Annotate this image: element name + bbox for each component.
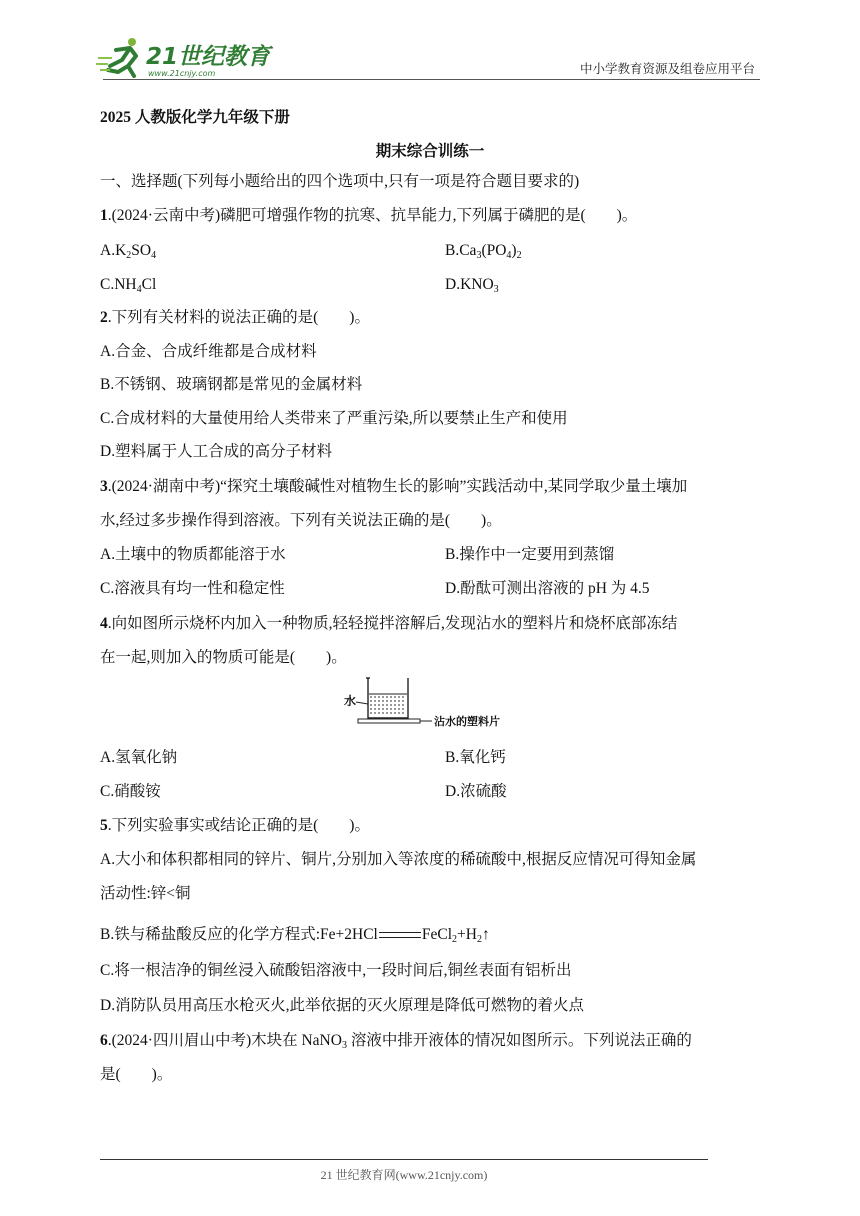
option-a-cont: 活动性:锌<铜 xyxy=(100,885,191,902)
option-c: C.溶液具有均一性和稳定性 xyxy=(100,580,285,597)
option-c: C.合成材料的大量使用给人类带来了严重污染,所以要禁止生产和使用 xyxy=(100,410,568,427)
question-6: 6.(2024·四川眉山中考)木块在 NaNO$_3$ 溶液中排开液体的情况如图所示。下列说法正确的 xyxy=(100,1032,692,1051)
option-d: $D.KNO_3$ xyxy=(445,276,499,295)
footer-divider xyxy=(100,1159,708,1160)
beaker-figure xyxy=(340,672,530,734)
option-c: C.将一根洁净的铜丝浸入硫酸铝溶液中,一段时间后,铜丝表面有铝析出 xyxy=(100,962,572,979)
option-d: D.消防队员用高压水枪灭火,此举依据的灭火原理是降低可燃物的着火点 xyxy=(100,997,584,1014)
exam-title: 期末综合训练一 xyxy=(375,143,485,160)
option-a: $A.K_2SO_4$ xyxy=(100,242,157,261)
option-d: D.浓硫酸 xyxy=(445,783,507,800)
equation-equals-sign xyxy=(379,932,421,938)
question-1 xyxy=(100,205,637,227)
question-5 xyxy=(100,815,370,837)
question-text: .(2024·云南中考)磷肥可增强作物的抗寒、抗旱能力,下列属于磷肥的是( )。 xyxy=(107,207,638,224)
logo-text: 21世纪教育 xyxy=(146,44,271,70)
question-text: .向如图所示烧杯内加入一种物质,轻轻搅拌溶解后,发现沾水的塑料片和烧杯底部冻结 xyxy=(107,615,678,632)
option-a: A.合金、合成纤维都是合成材料 xyxy=(100,343,317,360)
option-a: A.大小和体积都相同的锌片、铜片,分别加入等浓度的稀硫酸中,根据反应情况可得知金属 xyxy=(100,851,697,868)
question-number: 1 xyxy=(100,207,108,224)
question-3 xyxy=(100,476,687,498)
water-label: 水 xyxy=(344,694,357,708)
option-d: D.塑料属于人工合成的高分子材料 xyxy=(100,443,333,460)
question-4-options-row2 xyxy=(100,781,700,803)
option-b: B.不锈钢、玻璃钢都是常见的金属材料 xyxy=(100,376,363,393)
question-number: 4 xyxy=(100,615,108,632)
question-1-options-row2 xyxy=(100,274,700,296)
question-number: 6 xyxy=(100,1032,108,1049)
option-b: B.操作中一定要用到蒸馏 xyxy=(445,546,615,563)
question-number: 3 xyxy=(100,478,108,495)
section-heading: 一、选择题(下列每小题给出的四个选项中,只有一项是符合题目要求的) xyxy=(100,173,580,190)
option-c: $C.NH_4Cl$ xyxy=(100,276,157,295)
book-title: 2025 人教版化学九年级下册 xyxy=(100,109,290,126)
question-text: .下列实验事实或结论正确的是( )。 xyxy=(107,817,370,834)
question-1-options-row1 xyxy=(100,240,700,262)
logo-url: www.21cnjy.com xyxy=(148,69,216,78)
plastic-plate xyxy=(358,719,420,723)
water-pointer xyxy=(356,702,368,704)
option-b: B.铁与稀盐酸反应的化学方程式:Fe+2HCl $FeCl_2+H_2↑$ xyxy=(100,926,490,945)
question-4-cont: 在一起,则加入的物质可能是( )。 xyxy=(100,649,347,666)
runner-icon xyxy=(96,38,136,76)
header-divider xyxy=(103,79,760,80)
question-number: 2 xyxy=(100,309,108,326)
question-text: .(2024·湖南中考)“探究土壤酸碱性对植物生长的影响”实践活动中,某同学取少量土壤加 xyxy=(107,478,688,495)
option-c: C.硝酸铵 xyxy=(100,783,161,800)
question-3-cont: 水,经过多步操作得到溶液。下列有关说法正确的是( )。 xyxy=(100,512,502,529)
site-logo xyxy=(94,36,271,80)
question-3-options-row1 xyxy=(100,544,700,566)
plate-label: 沾水的塑料片 xyxy=(434,715,500,728)
option-a: A.土壤中的物质都能溶于水 xyxy=(100,546,286,563)
question-6-cont: 是( )。 xyxy=(100,1066,173,1083)
option-a: A.氢氧化钠 xyxy=(100,749,178,766)
question-number: 5 xyxy=(100,817,108,834)
question-2 xyxy=(100,307,370,329)
option-d: D.酚酞可测出溶液的 pH 为 4.5 xyxy=(445,580,650,597)
question-text: .下列有关材料的说法正确的是( )。 xyxy=(107,309,370,326)
platform-name: 中小学教育资源及组卷应用平台 xyxy=(579,62,755,76)
option-b: B.氧化钙 xyxy=(445,749,506,766)
footer-text: 21 世纪教育网(www.21cnjy.com) xyxy=(320,1168,488,1182)
beaker-icon xyxy=(366,678,408,718)
question-4 xyxy=(100,613,677,635)
option-b: $B.Ca_3(PO_4)_2$ xyxy=(445,242,522,261)
question-3-options-row2 xyxy=(100,578,700,600)
question-4-options-row1 xyxy=(100,747,700,769)
